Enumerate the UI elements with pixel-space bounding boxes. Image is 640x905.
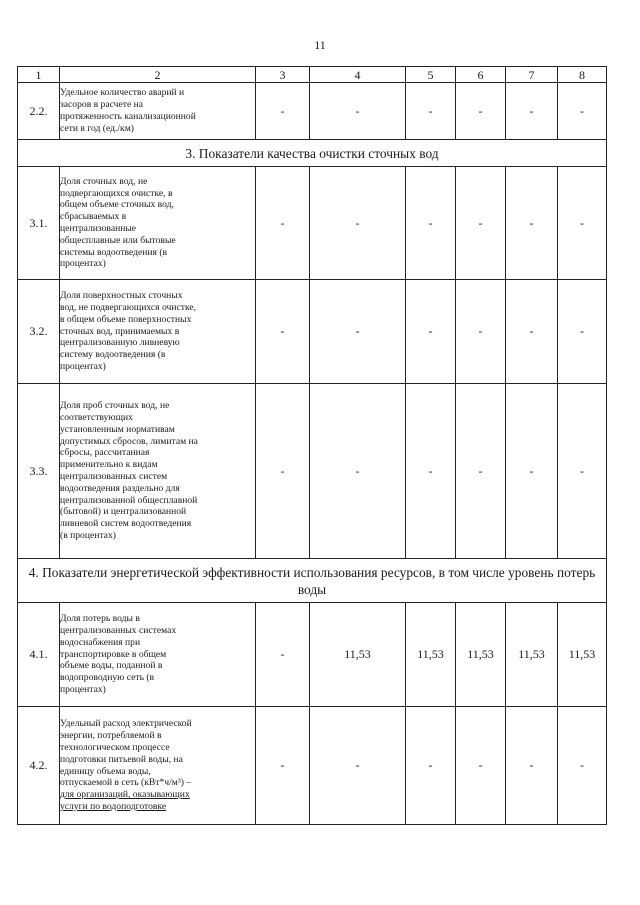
value-cell: - — [456, 83, 506, 140]
description-line: применительно к видам — [60, 459, 158, 471]
header-cell: 4 — [310, 67, 406, 83]
description-line: ливневой систем водоотведения — [60, 518, 192, 530]
description-line: процентах) — [60, 258, 106, 270]
indicator-description — [60, 603, 256, 707]
table-row — [18, 603, 607, 707]
description-line: отпускаемой в сеть (кВт*ч/м³) – — [60, 777, 192, 789]
description-line: Доля поверхностных сточных — [60, 290, 183, 302]
section-title: 3. Показатели качества очистки сточных вод — [18, 140, 607, 167]
description-line: вод, не подвергающихся очистке, — [60, 302, 197, 313]
description-line: общем объеме сточных вод, — [60, 199, 174, 211]
description-line: централизованных систем — [60, 471, 168, 482]
row-number: 3.1. — [18, 167, 60, 280]
value-cell: - — [406, 707, 456, 825]
value-cell: - — [558, 707, 607, 825]
value-cell: - — [456, 280, 506, 384]
description-line: засоров в расчете на — [60, 99, 143, 111]
section-heading-row — [18, 140, 607, 167]
section-title: 4. Показатели энергетической эффективности использования ресурсов, в том числе уровень потерь воды — [18, 559, 607, 603]
description-line: общесплавные или бытовые — [60, 234, 176, 246]
row-number: 3.2. — [18, 280, 60, 384]
description-line: подвергающихся очистке, в — [60, 187, 173, 199]
row-number: 4.1. — [18, 603, 60, 707]
header-cell: 8 — [558, 67, 607, 83]
description-line: объеме воды, поданной в — [60, 660, 163, 672]
description-line: сбрасываемых в — [60, 211, 127, 223]
description-line: систему водоотведения (в — [60, 349, 166, 361]
value-cell: - — [506, 83, 558, 140]
value-cell: - — [558, 167, 607, 280]
description-line: централизованные — [60, 223, 137, 234]
row-number: 3.3. — [18, 384, 60, 559]
indicator-description — [60, 707, 256, 825]
description-line: централизованной общесплавной — [60, 494, 198, 506]
value-cell: 11,53 — [310, 603, 406, 707]
value-cell: - — [506, 280, 558, 384]
description-line: Доля потерь воды в — [60, 613, 140, 625]
description-line: подготовки питьевой воды, на — [60, 753, 183, 765]
description-line: сети в год (ед./км) — [60, 122, 134, 134]
table-row — [18, 384, 607, 559]
description-line: протяженность канализационной — [60, 111, 196, 122]
table-row — [18, 83, 607, 140]
description-line: процентах) — [60, 683, 106, 695]
description-line: допустимых сбросов, лимитам на — [60, 435, 198, 447]
value-cell: - — [456, 167, 506, 280]
header-cell: 7 — [506, 67, 558, 83]
description-line: соответствующих — [60, 412, 133, 424]
value-cell: - — [256, 167, 310, 280]
description-line: Доля сточных вод, не — [60, 175, 148, 187]
value-cell: - — [558, 83, 607, 140]
description-line-underlined: услуги по водоподготовке — [60, 800, 167, 812]
value-cell: - — [256, 707, 310, 825]
description-line: централизованную ливневую — [60, 337, 180, 349]
description-line: (бытовой) и централизованной — [60, 506, 187, 518]
indicator-description — [60, 280, 256, 384]
description-line: (в процентах) — [60, 529, 116, 541]
value-cell: - — [256, 280, 310, 384]
value-cell: - — [256, 384, 310, 559]
value-cell: - — [310, 384, 406, 559]
value-cell: 11,53 — [406, 603, 456, 707]
value-cell: - — [456, 707, 506, 825]
value-cell: - — [506, 384, 558, 559]
description-line: водопроводную сеть (в — [60, 672, 155, 684]
value-cell: - — [406, 384, 456, 559]
description-line: в общем объеме поверхностных — [60, 313, 192, 325]
page-number: 11 — [314, 38, 326, 52]
description-line: водоотведения раздельно для — [60, 482, 180, 494]
value-cell: - — [506, 167, 558, 280]
indicator-description — [60, 83, 256, 140]
description-line-underlined: для организаций, оказывающих — [60, 789, 190, 801]
value-cell: - — [310, 280, 406, 384]
value-cell: 11,53 — [558, 603, 607, 707]
description-line: Доля проб сточных вод, не — [60, 400, 170, 412]
description-line: Удельное количество аварий и — [60, 87, 185, 99]
value-cell: - — [256, 603, 310, 707]
section-heading-row — [18, 559, 607, 603]
value-cell: 11,53 — [456, 603, 506, 707]
description-line: системы водоотведения (в — [60, 246, 168, 258]
description-line: Удельный расход электрической — [60, 718, 192, 730]
description-line: установленным нормативам — [60, 423, 175, 435]
value-cell: - — [558, 280, 607, 384]
description-line: сбросы, рассчитанная — [60, 447, 150, 459]
header-cell: 6 — [456, 67, 506, 83]
table-row — [18, 280, 607, 384]
table-row — [18, 167, 607, 280]
description-line: сточных вод, принимаемых в — [60, 325, 180, 337]
header-cell: 3 — [256, 67, 310, 83]
indicator-description — [60, 384, 256, 559]
value-cell: - — [256, 83, 310, 140]
row-number: 2.2. — [18, 83, 60, 140]
header-cell: 2 — [60, 67, 256, 83]
value-cell: - — [310, 167, 406, 280]
value-cell: - — [558, 384, 607, 559]
description-line: технологическом процессе — [60, 741, 170, 753]
table-row — [18, 707, 607, 825]
description-line: централизованных системах — [60, 625, 177, 636]
value-cell: - — [456, 384, 506, 559]
description-line: единицу объема воды, — [60, 765, 151, 777]
description-line: энергии, потребляемой в — [60, 730, 162, 742]
header-cell: 1 — [18, 67, 60, 83]
description-line: транспортировке в общем — [60, 648, 167, 660]
description-line: водоснабжения при — [60, 636, 141, 648]
row-number: 4.2. — [18, 707, 60, 825]
indicator-description — [60, 167, 256, 280]
value-cell: - — [506, 707, 558, 825]
indicators-table — [17, 66, 607, 825]
value-cell: - — [310, 707, 406, 825]
header-row — [18, 67, 607, 83]
value-cell: - — [406, 167, 456, 280]
value-cell: - — [406, 83, 456, 140]
value-cell: 11,53 — [506, 603, 558, 707]
value-cell: - — [406, 280, 456, 384]
value-cell: - — [310, 83, 406, 140]
header-cell: 5 — [406, 67, 456, 83]
description-line: процентах) — [60, 360, 106, 372]
